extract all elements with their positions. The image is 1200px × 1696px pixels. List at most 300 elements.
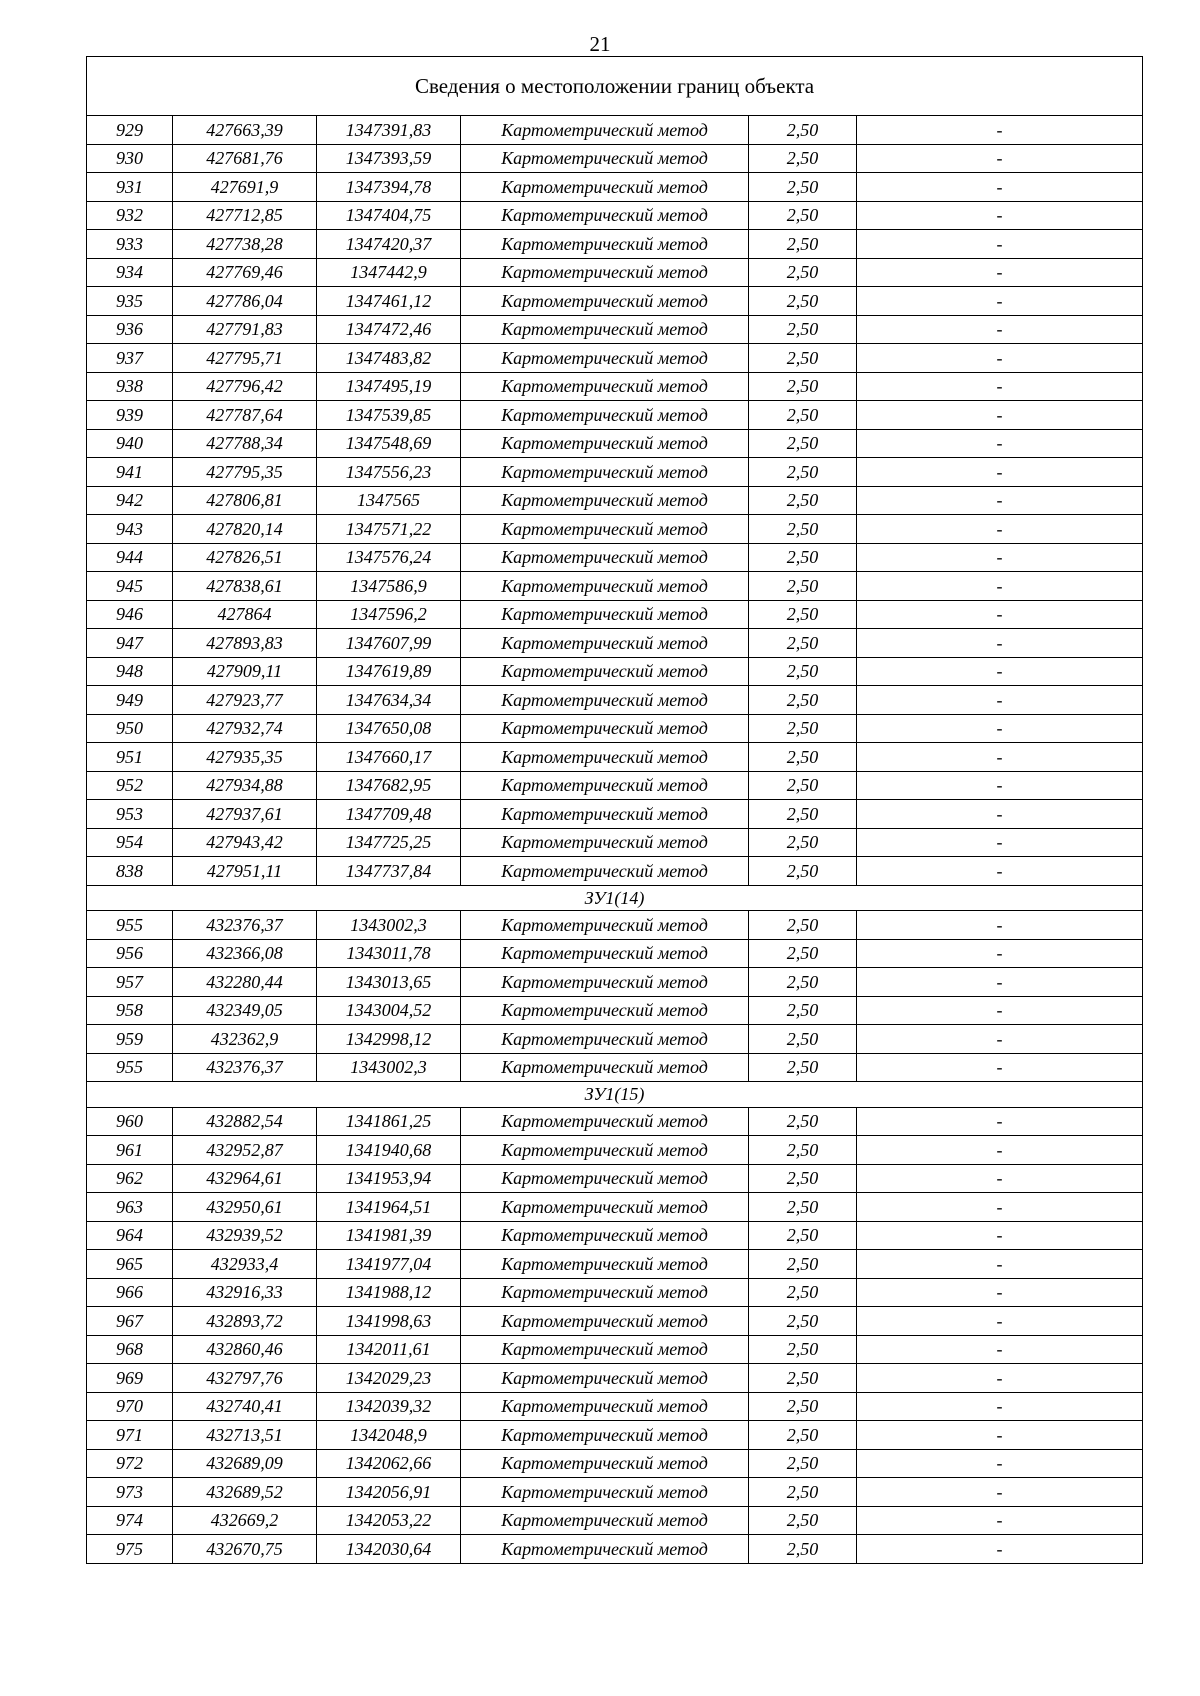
method-cell: Картометрический метод [461,1506,749,1535]
x-coordinate-cell: 427935,35 [173,743,317,772]
table-row [87,996,1143,1025]
y-coordinate-cell: 1347391,83 [317,116,461,145]
point-number-cell: 933 [87,230,173,259]
x-coordinate-cell: 432376,37 [173,911,317,940]
description-cell: - [857,800,1143,829]
section-label: ЗУ1(14) [87,885,1143,911]
y-coordinate-cell: 1341964,51 [317,1193,461,1222]
table-row [87,458,1143,487]
accuracy-cell: 2,50 [749,1449,857,1478]
method-cell: Картометрический метод [461,429,749,458]
x-coordinate-cell: 427786,04 [173,287,317,316]
point-number-cell: 939 [87,401,173,430]
accuracy-cell: 2,50 [749,771,857,800]
accuracy-cell: 2,50 [749,657,857,686]
x-coordinate-cell: 427806,81 [173,486,317,515]
point-number-cell: 963 [87,1193,173,1222]
description-cell: - [857,116,1143,145]
description-cell: - [857,1250,1143,1279]
method-cell: Картометрический метод [461,939,749,968]
accuracy-cell: 2,50 [749,600,857,629]
description-cell: - [857,173,1143,202]
description-cell: - [857,911,1143,940]
table-row [87,116,1143,145]
point-number-cell: 954 [87,828,173,857]
y-coordinate-cell: 1347495,19 [317,372,461,401]
method-cell: Картометрический метод [461,173,749,202]
accuracy-cell: 2,50 [749,1107,857,1136]
description-cell: - [857,1392,1143,1421]
x-coordinate-cell: 427934,88 [173,771,317,800]
description-cell: - [857,515,1143,544]
x-coordinate-cell: 427820,14 [173,515,317,544]
table-row [87,173,1143,202]
section-header-row [87,885,1143,911]
method-cell: Картометрический метод [461,1278,749,1307]
description-cell: - [857,486,1143,515]
description-cell: - [857,857,1143,886]
method-cell: Картометрический метод [461,1392,749,1421]
y-coordinate-cell: 1341988,12 [317,1278,461,1307]
table-row [87,515,1143,544]
point-number-cell: 938 [87,372,173,401]
y-coordinate-cell: 1347442,9 [317,258,461,287]
y-coordinate-cell: 1347565 [317,486,461,515]
x-coordinate-cell: 432916,33 [173,1278,317,1307]
table-row [87,657,1143,686]
x-coordinate-cell: 432950,61 [173,1193,317,1222]
method-cell: Картометрический метод [461,344,749,373]
method-cell: Картометрический метод [461,1250,749,1279]
table-row [87,1392,1143,1421]
x-coordinate-cell: 432349,05 [173,996,317,1025]
description-cell: - [857,201,1143,230]
x-coordinate-cell: 427923,77 [173,686,317,715]
table-row [87,743,1143,772]
point-number-cell: 838 [87,857,173,886]
method-cell: Картометрический метод [461,401,749,430]
description-cell: - [857,572,1143,601]
y-coordinate-cell: 1342056,91 [317,1478,461,1507]
y-coordinate-cell: 1343002,3 [317,1053,461,1082]
y-coordinate-cell: 1341981,39 [317,1221,461,1250]
y-coordinate-cell: 1347619,89 [317,657,461,686]
y-coordinate-cell: 1342998,12 [317,1025,461,1054]
table-row [87,968,1143,997]
x-coordinate-cell: 427681,76 [173,144,317,173]
table-row [87,1107,1143,1136]
x-coordinate-cell: 427788,34 [173,429,317,458]
x-coordinate-cell: 432740,41 [173,1392,317,1421]
table-row [87,1421,1143,1450]
point-number-cell: 955 [87,1053,173,1082]
point-number-cell: 948 [87,657,173,686]
method-cell: Картометрический метод [461,657,749,686]
y-coordinate-cell: 1347539,85 [317,401,461,430]
accuracy-cell: 2,50 [749,515,857,544]
x-coordinate-cell: 432689,52 [173,1478,317,1507]
method-cell: Картометрический метод [461,600,749,629]
point-number-cell: 941 [87,458,173,487]
table-row [87,857,1143,886]
x-coordinate-cell: 427691,9 [173,173,317,202]
point-number-cell: 957 [87,968,173,997]
point-number-cell: 936 [87,315,173,344]
point-number-cell: 931 [87,173,173,202]
description-cell: - [857,686,1143,715]
accuracy-cell: 2,50 [749,230,857,259]
point-number-cell: 959 [87,1025,173,1054]
accuracy-cell: 2,50 [749,1053,857,1082]
description-cell: - [857,230,1143,259]
table-row [87,344,1143,373]
description-cell: - [857,1221,1143,1250]
description-cell: - [857,939,1143,968]
method-cell: Картометрический метод [461,572,749,601]
x-coordinate-cell: 427795,35 [173,458,317,487]
point-number-cell: 950 [87,714,173,743]
description-cell: - [857,629,1143,658]
y-coordinate-cell: 1347420,37 [317,230,461,259]
x-coordinate-cell: 432882,54 [173,1107,317,1136]
table-row [87,600,1143,629]
x-coordinate-cell: 432670,75 [173,1535,317,1564]
table-row [87,1535,1143,1564]
accuracy-cell: 2,50 [749,486,857,515]
method-cell: Картометрический метод [461,1053,749,1082]
method-cell: Картометрический метод [461,1164,749,1193]
y-coordinate-cell: 1347394,78 [317,173,461,202]
table-row [87,543,1143,572]
method-cell: Картометрический метод [461,714,749,743]
method-cell: Картометрический метод [461,1221,749,1250]
table-row [87,771,1143,800]
description-cell: - [857,315,1143,344]
table-row [87,572,1143,601]
point-number-cell: 943 [87,515,173,544]
accuracy-cell: 2,50 [749,1364,857,1393]
method-cell: Картометрический метод [461,372,749,401]
x-coordinate-cell: 427769,46 [173,258,317,287]
description-cell: - [857,344,1143,373]
method-cell: Картометрический метод [461,996,749,1025]
description-cell: - [857,1535,1143,1564]
table-row [87,828,1143,857]
section-label: ЗУ1(15) [87,1082,1143,1108]
x-coordinate-cell: 427795,71 [173,344,317,373]
y-coordinate-cell: 1347660,17 [317,743,461,772]
x-coordinate-cell: 427943,42 [173,828,317,857]
method-cell: Картометрический метод [461,1025,749,1054]
point-number-cell: 945 [87,572,173,601]
point-number-cell: 956 [87,939,173,968]
table-row [87,1025,1143,1054]
x-coordinate-cell: 427796,42 [173,372,317,401]
method-cell: Картометрический метод [461,1136,749,1165]
point-number-cell: 929 [87,116,173,145]
x-coordinate-cell: 427838,61 [173,572,317,601]
accuracy-cell: 2,50 [749,116,857,145]
y-coordinate-cell: 1347404,75 [317,201,461,230]
method-cell: Картометрический метод [461,230,749,259]
y-coordinate-cell: 1341861,25 [317,1107,461,1136]
accuracy-cell: 2,50 [749,968,857,997]
accuracy-cell: 2,50 [749,258,857,287]
x-coordinate-cell: 432797,76 [173,1364,317,1393]
description-cell: - [857,401,1143,430]
point-number-cell: 965 [87,1250,173,1279]
point-number-cell: 934 [87,258,173,287]
accuracy-cell: 2,50 [749,144,857,173]
accuracy-cell: 2,50 [749,458,857,487]
method-cell: Картометрический метод [461,828,749,857]
x-coordinate-cell: 432933,4 [173,1250,317,1279]
point-number-cell: 966 [87,1278,173,1307]
method-cell: Картометрический метод [461,116,749,145]
description-cell: - [857,828,1143,857]
y-coordinate-cell: 1342030,64 [317,1535,461,1564]
point-number-cell: 968 [87,1335,173,1364]
table-body [87,57,1143,1564]
y-coordinate-cell: 1347709,48 [317,800,461,829]
accuracy-cell: 2,50 [749,401,857,430]
page-number: 21 [589,32,611,56]
y-coordinate-cell: 1341977,04 [317,1250,461,1279]
table-row [87,287,1143,316]
description-cell: - [857,968,1143,997]
x-coordinate-cell: 427791,83 [173,315,317,344]
accuracy-cell: 2,50 [749,572,857,601]
method-cell: Картометрический метод [461,458,749,487]
method-cell: Картометрический метод [461,287,749,316]
x-coordinate-cell: 427893,83 [173,629,317,658]
method-cell: Картометрический метод [461,486,749,515]
method-cell: Картометрический метод [461,1107,749,1136]
description-cell: - [857,429,1143,458]
accuracy-cell: 2,50 [749,1164,857,1193]
point-number-cell: 940 [87,429,173,458]
boundary-coordinates-table [86,56,1143,1564]
table-row [87,1364,1143,1393]
table-row [87,1193,1143,1222]
point-number-cell: 935 [87,287,173,316]
point-number-cell: 958 [87,996,173,1025]
x-coordinate-cell: 432280,44 [173,968,317,997]
accuracy-cell: 2,50 [749,857,857,886]
table-row [87,1335,1143,1364]
point-number-cell: 937 [87,344,173,373]
table-row [87,372,1143,401]
point-number-cell: 974 [87,1506,173,1535]
x-coordinate-cell: 432366,08 [173,939,317,968]
y-coordinate-cell: 1347682,95 [317,771,461,800]
description-cell: - [857,144,1143,173]
method-cell: Картометрический метод [461,686,749,715]
accuracy-cell: 2,50 [749,1250,857,1279]
point-number-cell: 964 [87,1221,173,1250]
method-cell: Картометрический метод [461,1364,749,1393]
accuracy-cell: 2,50 [749,743,857,772]
y-coordinate-cell: 1341953,94 [317,1164,461,1193]
method-cell: Картометрический метод [461,1449,749,1478]
description-cell: - [857,1164,1143,1193]
y-coordinate-cell: 1347461,12 [317,287,461,316]
x-coordinate-cell: 427909,11 [173,657,317,686]
point-number-cell: 952 [87,771,173,800]
point-number-cell: 967 [87,1307,173,1336]
table-row [87,1221,1143,1250]
point-number-cell: 947 [87,629,173,658]
point-number-cell: 953 [87,800,173,829]
point-number-cell: 961 [87,1136,173,1165]
accuracy-cell: 2,50 [749,1221,857,1250]
table-row [87,258,1143,287]
table-row [87,1307,1143,1336]
accuracy-cell: 2,50 [749,828,857,857]
y-coordinate-cell: 1342011,61 [317,1335,461,1364]
y-coordinate-cell: 1347548,69 [317,429,461,458]
accuracy-cell: 2,50 [749,996,857,1025]
y-coordinate-cell: 1342062,66 [317,1449,461,1478]
method-cell: Картометрический метод [461,315,749,344]
accuracy-cell: 2,50 [749,911,857,940]
accuracy-cell: 2,50 [749,173,857,202]
point-number-cell: 971 [87,1421,173,1450]
y-coordinate-cell: 1341998,63 [317,1307,461,1336]
y-coordinate-cell: 1342039,32 [317,1392,461,1421]
x-coordinate-cell: 432860,46 [173,1335,317,1364]
table-row [87,1506,1143,1535]
description-cell: - [857,1335,1143,1364]
y-coordinate-cell: 1342029,23 [317,1364,461,1393]
table-row [87,230,1143,259]
description-cell: - [857,1478,1143,1507]
description-cell: - [857,372,1143,401]
accuracy-cell: 2,50 [749,714,857,743]
point-number-cell: 955 [87,911,173,940]
description-cell: - [857,1307,1143,1336]
x-coordinate-cell: 427712,85 [173,201,317,230]
x-coordinate-cell: 432376,37 [173,1053,317,1082]
method-cell: Картометрический метод [461,515,749,544]
y-coordinate-cell: 1342048,9 [317,1421,461,1450]
table-row [87,1278,1143,1307]
x-coordinate-cell: 432689,09 [173,1449,317,1478]
y-coordinate-cell: 1347556,23 [317,458,461,487]
method-cell: Картометрический метод [461,543,749,572]
x-coordinate-cell: 427932,74 [173,714,317,743]
y-coordinate-cell: 1347650,08 [317,714,461,743]
y-coordinate-cell: 1347725,25 [317,828,461,857]
table-row [87,1053,1143,1082]
accuracy-cell: 2,50 [749,372,857,401]
description-cell: - [857,1278,1143,1307]
description-cell: - [857,743,1143,772]
method-cell: Картометрический метод [461,1478,749,1507]
point-number-cell: 946 [87,600,173,629]
x-coordinate-cell: 432669,2 [173,1506,317,1535]
accuracy-cell: 2,50 [749,1025,857,1054]
y-coordinate-cell: 1347737,84 [317,857,461,886]
accuracy-cell: 2,50 [749,800,857,829]
point-number-cell: 951 [87,743,173,772]
table-row [87,1449,1143,1478]
y-coordinate-cell: 1347586,9 [317,572,461,601]
description-cell: - [857,287,1143,316]
table-row [87,144,1143,173]
description-cell: - [857,1449,1143,1478]
table-row [87,429,1143,458]
method-cell: Картометрический метод [461,201,749,230]
point-number-cell: 969 [87,1364,173,1393]
point-number-cell: 962 [87,1164,173,1193]
table-row [87,1478,1143,1507]
description-cell: - [857,1136,1143,1165]
y-coordinate-cell: 1347472,46 [317,315,461,344]
description-cell: - [857,1364,1143,1393]
description-cell: - [857,1053,1143,1082]
accuracy-cell: 2,50 [749,686,857,715]
y-coordinate-cell: 1347393,59 [317,144,461,173]
description-cell: - [857,1193,1143,1222]
point-number-cell: 975 [87,1535,173,1564]
x-coordinate-cell: 427937,61 [173,800,317,829]
accuracy-cell: 2,50 [749,629,857,658]
description-cell: - [857,996,1143,1025]
description-cell: - [857,657,1143,686]
point-number-cell: 973 [87,1478,173,1507]
accuracy-cell: 2,50 [749,543,857,572]
description-cell: - [857,600,1143,629]
description-cell: - [857,458,1143,487]
x-coordinate-cell: 427864 [173,600,317,629]
x-coordinate-cell: 432362,9 [173,1025,317,1054]
accuracy-cell: 2,50 [749,1478,857,1507]
table-row [87,911,1143,940]
method-cell: Картометрический метод [461,1535,749,1564]
accuracy-cell: 2,50 [749,344,857,373]
point-number-cell: 960 [87,1107,173,1136]
y-coordinate-cell: 1341940,68 [317,1136,461,1165]
x-coordinate-cell: 432893,72 [173,1307,317,1336]
table-title-row [87,57,1143,116]
table-row [87,800,1143,829]
table-row [87,1164,1143,1193]
x-coordinate-cell: 427951,11 [173,857,317,886]
y-coordinate-cell: 1347634,34 [317,686,461,715]
description-cell: - [857,1107,1143,1136]
method-cell: Картометрический метод [461,1421,749,1450]
accuracy-cell: 2,50 [749,1392,857,1421]
method-cell: Картометрический метод [461,144,749,173]
table-row [87,201,1143,230]
method-cell: Картометрический метод [461,629,749,658]
y-coordinate-cell: 1347607,99 [317,629,461,658]
table-row [87,315,1143,344]
accuracy-cell: 2,50 [749,1535,857,1564]
point-number-cell: 949 [87,686,173,715]
method-cell: Картометрический метод [461,258,749,287]
table-row [87,714,1143,743]
point-number-cell: 970 [87,1392,173,1421]
description-cell: - [857,1025,1143,1054]
y-coordinate-cell: 1343011,78 [317,939,461,968]
x-coordinate-cell: 427663,39 [173,116,317,145]
y-coordinate-cell: 1347576,24 [317,543,461,572]
method-cell: Картометрический метод [461,800,749,829]
table-row [87,939,1143,968]
accuracy-cell: 2,50 [749,939,857,968]
